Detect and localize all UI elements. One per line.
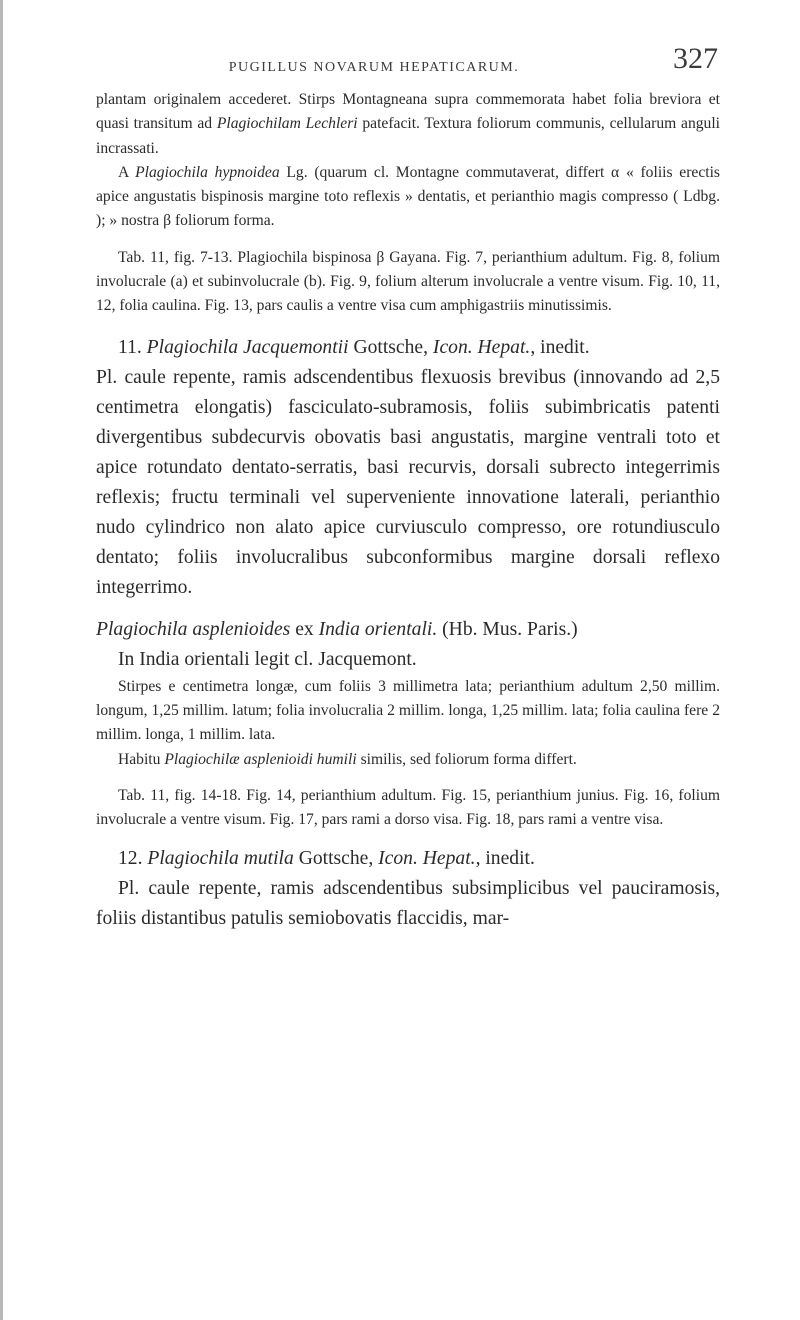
text: ex: [290, 618, 319, 640]
work-title: Icon. Hepat.: [432, 336, 531, 358]
taxon-name: Plagiochila asplenioides: [96, 618, 291, 640]
status: , inedit.: [530, 336, 590, 358]
species-name: Plagiochila Jacquemontii: [146, 336, 349, 358]
author: Gottsche,: [348, 336, 433, 358]
species-diagnosis-12: Pl. caule repente, ramis adscendentibus subsimplicibus vel pauciramosis, foliis distantibus patulis semiobovatis flaccidis, mar-: [96, 878, 720, 930]
page-header: [94, 42, 718, 82]
paragraph-continuation: [96, 88, 720, 161]
page-number: 327: [673, 42, 718, 75]
running-head: PUGILLUS NOVARUM HEPATICARUM.: [228, 60, 520, 75]
work-title: Icon. Hepat.: [378, 848, 476, 870]
status: , inedit.: [475, 848, 535, 870]
text: patefacit. Textura foliorum communis, cellularum anguli incrassati.: [96, 115, 721, 157]
taxon-name: Plagiochilæ asplenioidi humili: [164, 750, 357, 768]
species-number: 11.: [118, 336, 147, 358]
text: plantam originalem accederet. Stirps Montagneana supra commemorata habet folia breviora et quasi transitum ad: [96, 91, 720, 133]
paragraph-comparison: [96, 161, 720, 234]
locality: India orientali.: [318, 618, 438, 640]
species-heading-12: [96, 844, 720, 874]
taxon-name: Plagiochila hypnoidea: [135, 163, 280, 181]
collector-note: In India orientali legit cl. Jacquemont.: [118, 648, 417, 670]
herbarium: (Hb. Mus. Paris.): [437, 618, 578, 640]
taxon-name: Plagiochilam Lechleri: [216, 115, 358, 133]
page-body: [96, 88, 720, 934]
species-diagnosis-11: Pl. caule repente, ramis adscendentibus flexuosis brevibus (innovando ad 2,5 centimetra elongatis) fasciculato-subramosis, foliis subimbricatis patenti divergentibus subdecurvis obovatis basi angustatis, margine ventrali toto et apice rotundato dentato-serratis, basi recurvis, dorsali subrecto integerrimis reflexis; fructu terminali vel superveniente innovatione laterali, perianthio nudo cylindrico non alato apice curviusculo compresso, ore rotundiusculo dentato; foliis involucralibus subconformibus margine dorsali reflexo integerrimo.: [96, 366, 720, 598]
species-number: 12.: [118, 848, 148, 870]
text: Habitu: [118, 750, 165, 768]
species-name: Plagiochila mutila: [147, 848, 294, 870]
page-edge-shadow: [0, 0, 3, 1320]
text: Lg. (quarum cl. Montagne commutaverat, differt α « foliis erectis apice angustatis bispinosis margine toto reflexis » dentatis, et perianthio magis compresso ( Ldbg. ); » nostra β foliorum forma.: [96, 163, 720, 230]
author: Gottsche,: [293, 848, 379, 870]
specimen-citation: [96, 615, 720, 645]
habit-note: [96, 748, 720, 772]
plate-caption-11-14-18: Tab. 11, fig. 14-18. Fig. 14, perianthium adultum. Fig. 15, perianthium junius. Fig. 16, folium involucrale a ventre visum. Fig. 17, pars rami a dorso visa. Fig. 18, pars rami a ventre visa.: [96, 786, 720, 829]
text: similis, sed foliorum forma differt.: [356, 750, 577, 768]
species-heading-11: [96, 333, 720, 363]
plate-caption-11-7-13: Tab. 11, fig. 7-13. Plagiochila bispinosa β Gayana. Fig. 7, perianthium adultum. Fig. 8, folium involucrale (a) et subinvolucrale (b). Fig. 9, folium alterum involucrale a ventre visum. Fig. 10, 11, 12, folia caulina. Fig. 13, pars caulis a ventre visa cum amphigastriis minutissimis.: [96, 248, 720, 315]
text: A: [118, 163, 136, 181]
measurements: Stirpes e centimetra longæ, cum foliis 3 millimetra lata; perianthium adultum 2,50 millim. longum, 1,25 millim. latum; folia involucralia 2 millim. longa, 1,25 millim. lata; folia caulina fere 2 millim. longa, 1 millim. lata.: [96, 677, 720, 744]
